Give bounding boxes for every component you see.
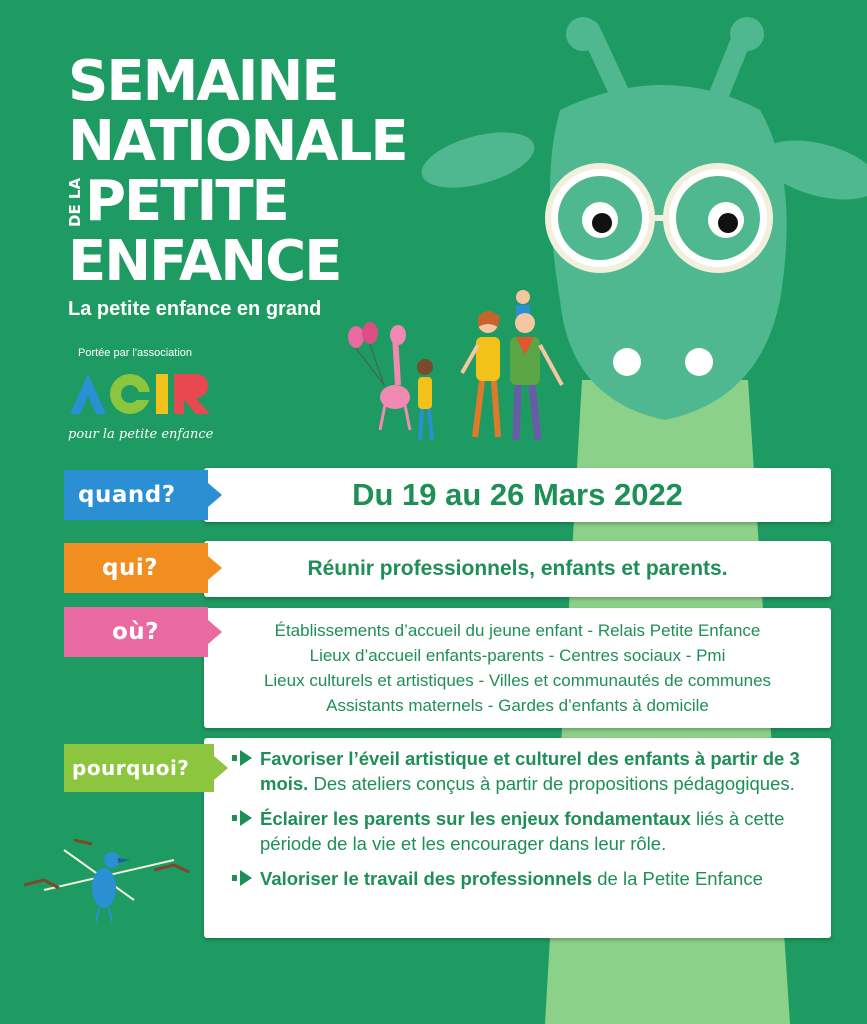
ou-tag: où? [64,607,208,657]
title-line-1: SEMAINE [68,49,338,114]
bird-illustration [14,830,214,930]
quand-tag: quand? [64,470,208,520]
ou-line: Lieux culturels et artistiques - Villes et communautés de communes [263,671,772,690]
pourquoi-bullet [232,806,819,856]
title-line-2: NATIONALE [68,109,407,174]
arrow-bullet-icon [232,810,256,826]
bullet-bold: Valoriser le travail des professionnels [260,868,593,889]
association-caption: Portée par l'association [78,347,192,359]
event-title [66,49,407,321]
bullet-text: liés à cette période de la vie et les encourager dans leur rôle. [260,808,785,854]
subtitle: La petite enfance en grand [68,298,322,320]
bullet-bold: Éclairer les parents sur les enjeux fondamentaux [260,808,691,829]
ou-line: Établissements d’accueil du jeune enfant - Relais Petite Enfance [274,621,761,640]
pourquoi-panel [204,738,831,938]
family-illustration [340,285,580,455]
agir-tagline: pour la petite enfance [68,427,214,442]
quand-text: Du 19 au 26 Mars 2022 [352,477,683,512]
qui-panel [204,541,831,597]
title-line-3-row [66,169,368,234]
quand-panel [204,468,831,522]
arrow-bullet-icon [232,870,256,886]
qui-text: Réunir professionnels, enfants et parents. [307,557,728,580]
pourquoi-bullet [232,866,819,891]
pourquoi-tag: pourquoi? [64,744,214,792]
qui-tag: qui? [64,543,208,593]
title-de-la: DE LA [66,177,84,227]
ou-line: Lieux d’accueil enfants-parents - Centres sociaux - Pmi [309,646,726,665]
bullet-text: Des ateliers conçus à partir de propositions pédagogiques. [308,773,795,794]
arrow-bullet-icon [232,750,256,766]
bullet-bold: Favoriser l’éveil artistique et culturel des enfants à partir de 3 mois. [260,748,800,794]
title-line-3: PETITE [85,169,288,234]
agir-logo [66,368,216,444]
pourquoi-bullet [232,746,819,796]
bullet-text: de la Petite Enfance [592,868,763,889]
ou-panel [204,608,831,728]
ou-line: Assistants maternels - Gardes d’enfants à domicile [326,696,709,715]
title-line-4: ENFANCE [68,229,341,294]
